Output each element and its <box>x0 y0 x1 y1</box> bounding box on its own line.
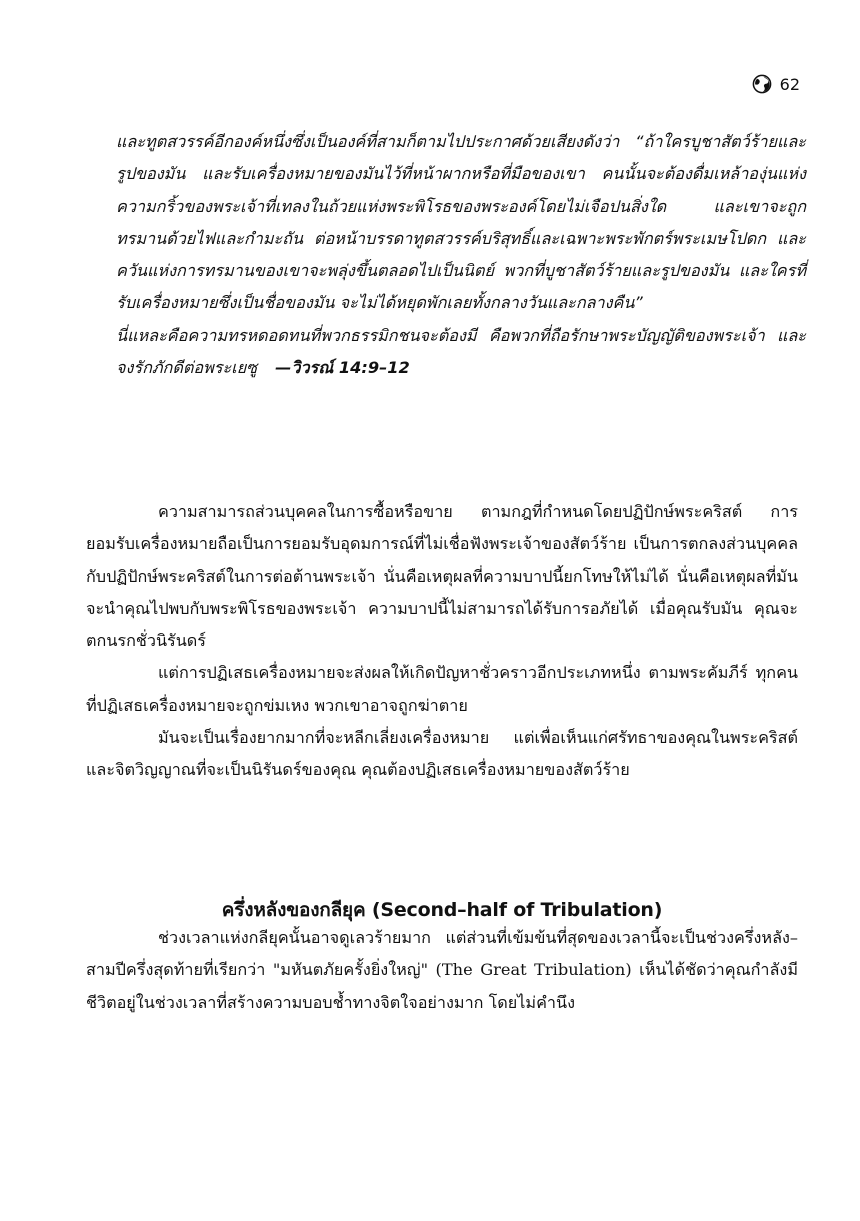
body-paragraph-2: แต่การปฏิเสธเครื่องหมายจะส่งผลให้เกิดปัญหาชั่วคราวอีกประเภทหนึ่ง ตามพระคัมภีร์ ทุกคนที่ปฏิเสธเครื่องหมายจะถูกข่มเหง พวกเขาอาจถูกฆ่าตาย <box>86 663 798 715</box>
section-paragraph: ช่วงเวลาแห่งกลียุคนั้นอาจดูเลวร้ายมาก แต่ส่วนที่เข้มข้นที่สุดของเวลานี้จะเป็นช่วงครึ่งหลัง–สามปีครึ่งสุดท้ายที่เรียกว่า "มหันตภัยครั้งยิ่งใหญ่" (The Great Tribulation) เห็นได้ชัดว่าคุณกำลังมีชีวิตอยู่ในช่วงเวลาที่สร้างความบอบช้ำทางจิตใจอย่างมาก โดยไม่คำนึง <box>86 928 798 1012</box>
body-paragraph-3: มันจะเป็นเรื่องยากมากที่จะหลีกเลี่ยงเครื่องหมาย แต่เพื่อเห็นแก่ศรัทธาของคุณในพระคริสต์และจิตวิญญาณที่จะเป็นนิรันดร์ของคุณ คุณต้องปฏิเสธเครื่องหมายของสัตว์ร้าย <box>86 728 798 780</box>
body-text <box>86 496 798 787</box>
quote-text: และทูตสวรรค์อีกองค์หนึ่งซึ่งเป็นองค์ที่สามก็ตามไปประกาศด้วยเสียงดังว่า “ถ้าใครบูชาสัตว์ร้ายและรูปของมัน และรับเครื่องหมายของมันไว้ที่หน้าผากหรือที่มือของเขา คนนั้นจะต้องดื่มเหล้าองุ่นแห่งความกริ้วของพระเจ้าที่เทลงในถ้วยแห่งพระพิโรธของพระองค์โดยไม่เจือปนสิ่งใด และเขาจะถูกทรมานด้วยไฟและกำมะถัน ต่อหน้าบรรดาทูตสวรรค์บริสุทธิ์และเฉพาะพระพักตร์พระเมษโปดก และควันแห่งการทรมานของเขาจะพลุ่งขึ้นตลอดไปเป็นนิตย์ พวกที่บูชาสัตว์ร้ายและรูปของมัน และใครที่รับเครื่องหมายซึ่งเป็นชื่อของมัน จะไม่ได้หยุดพักเลยทั้งกลางวันและกลางคืน” <box>116 132 806 313</box>
scripture-quote <box>116 126 806 384</box>
section-heading: ครึ่งหลังของกลียุค (Second–half of Tribulation) <box>221 899 663 921</box>
body-paragraph-1: ความสามารถส่วนบุคคลในการซื้อหรือขาย ตามกฎที่กำหนดโดยปฏิปักษ์พระคริสต์ การยอมรับเครื่องหมายถือเป็นการยอมรับอุดมการณ์ที่ไม่เชื่อฟังพระเจ้าของสัตว์ร้าย เป็นการตกลงส่วนบุคคลกับปฏิปักษ์พระคริสต์ในการต่อต้านพระเจ้า นั่นคือเหตุผลที่ความบาปนี้ยกโทษให้ไม่ได้ นั่นคือเหตุผลที่มันจะนำคุณไปพบกับพระพิโรธของพระเจ้า ความบาปนี้ไม่สามารถได้รับการอภัยได้ เมื่อคุณรับมัน คุณจะตกนรกชั่วนิรันดร์ <box>86 502 798 651</box>
quote-closing-text: นี่แหละคือความทรหดอดทนที่พวกธรรมิกชนจะต้องมี คือพวกที่ถือรักษาพระบัญญัติของพระเจ้า และจงรักภักดีต่อพระเยซู <box>116 325 806 378</box>
quote-closing <box>116 320 806 385</box>
page-number: 62 <box>779 74 800 94</box>
globe-icon <box>752 74 772 94</box>
quote-reference: —วิวรณ์ 14:9–12 <box>275 358 410 378</box>
section-body <box>86 922 798 1019</box>
page-header <box>752 74 800 94</box>
